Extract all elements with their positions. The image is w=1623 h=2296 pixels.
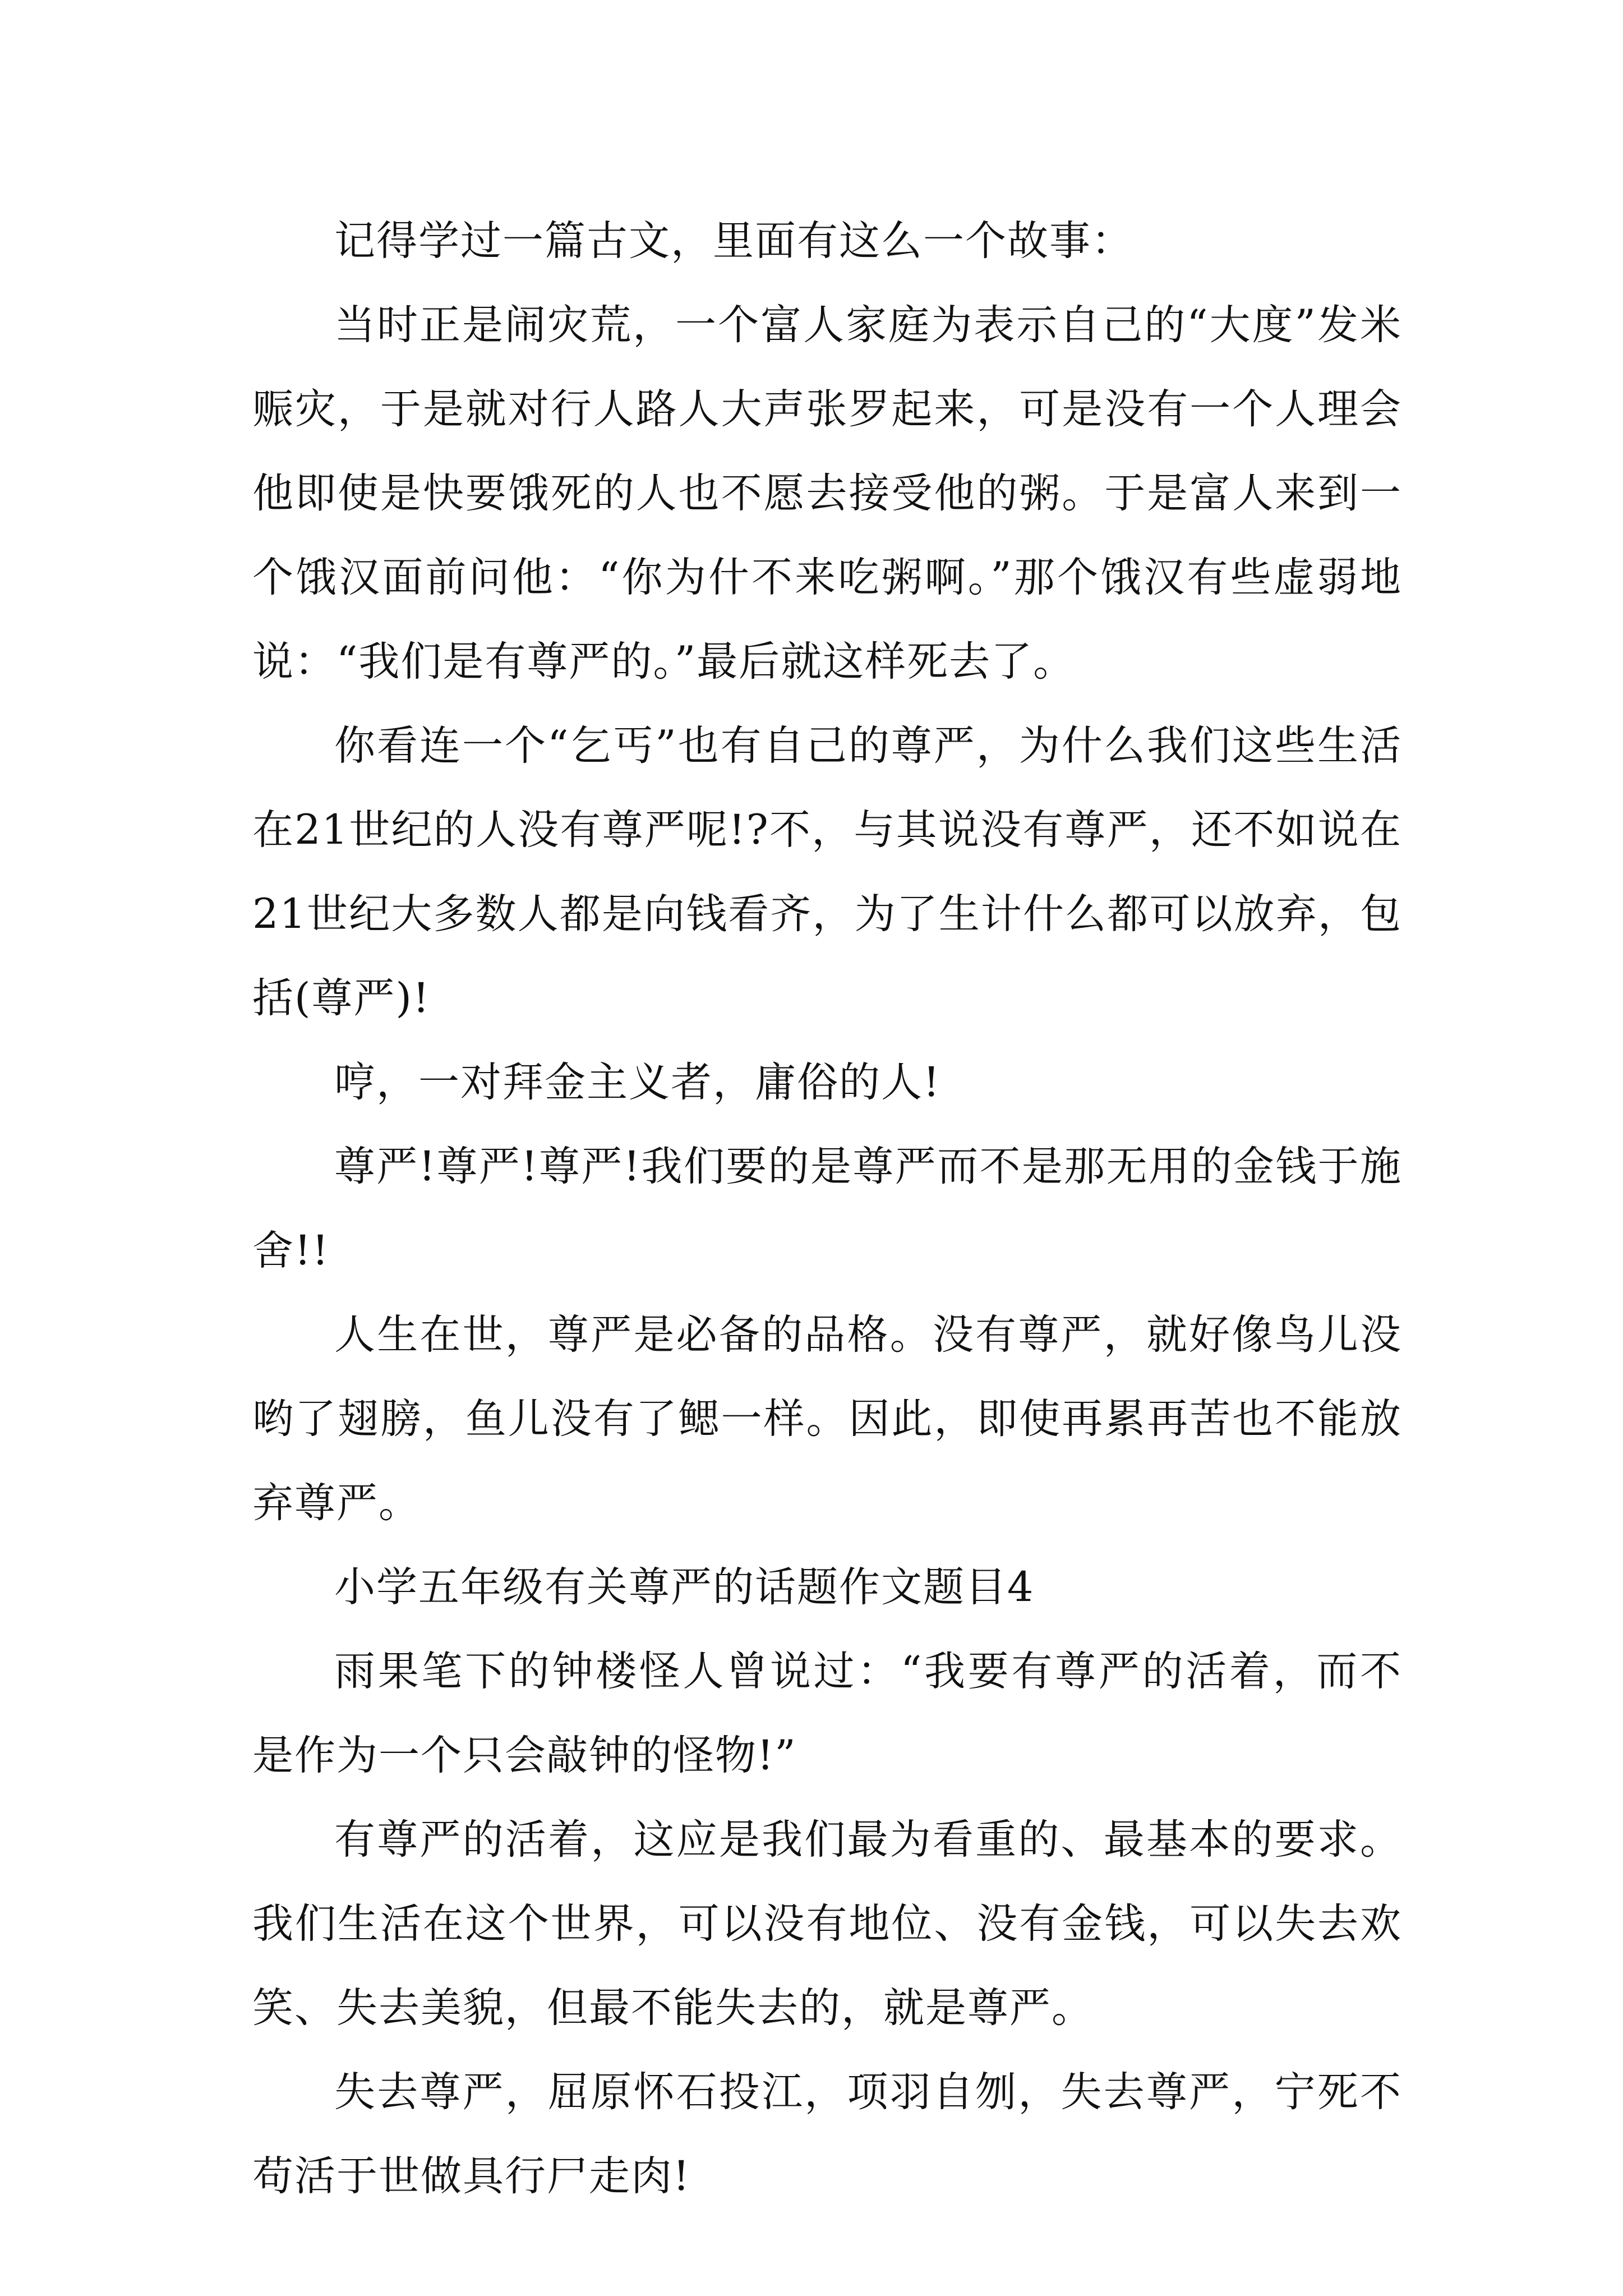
paragraph: 你看连一个“乞丐”也有自己的尊严，为什么我们这些生活在21世纪的人没有尊严呢!?不，与其说没有尊严，还不如说在21世纪大多数人都是向钱看齐，为了生计什么都可以放弃，包括(尊严)! xyxy=(252,722,1402,1022)
paragraph: 当时正是闹灾荒，一个富人家庭为表示自己的“大度”发米赈灾，于是就对行人路人大声张罗起来，可是没有一个人理会他即使是快要饿死的人也不愿去接受他的粥。于是富人来到一个饿汉面前问他：“你为什不来吃粥啊。”那个饿汉有些虚弱地说：“我们是有尊严的。”最后就这样死去了。 xyxy=(252,301,1402,685)
document-body xyxy=(252,199,1402,2219)
paragraph: 雨果笔下的钟楼怪人曾说过：“我要有尊严的活着，而不是作为一个只会敲钟的怪物!” xyxy=(252,1648,1402,1779)
paragraph: 有尊严的活着，这应是我们最为看重的、最基本的要求。我们生活在这个世界，可以没有地位、没有金钱，可以失去欢笑、失去美貌，但最不能失去的，就是尊严。 xyxy=(252,1816,1402,2032)
paragraph: 失去尊严，屈原怀石投江，项羽自刎，失去尊严，宁死不苟活于世做具行尸走肉! xyxy=(252,2068,1402,2200)
paragraph: 记得学过一篇古文，里面有这么一个故事： xyxy=(334,217,1133,265)
paragraph: 尊严!尊严!尊严!我们要的是尊严而不是那无用的金钱于施舍!! xyxy=(252,1143,1402,1274)
section-heading: 小学五年级有关尊严的话题作文题目4 xyxy=(334,1563,1035,1611)
paragraph: 人生在世，尊严是必备的品格。没有尊严，就好像鸟儿没哟了翅膀，鱼儿没有了鳃一样。因此，即使再累再苦也不能放弃尊严。 xyxy=(252,1311,1402,1527)
paragraph: 哼，一对拜金主义者，庸俗的人! xyxy=(334,1059,941,1106)
